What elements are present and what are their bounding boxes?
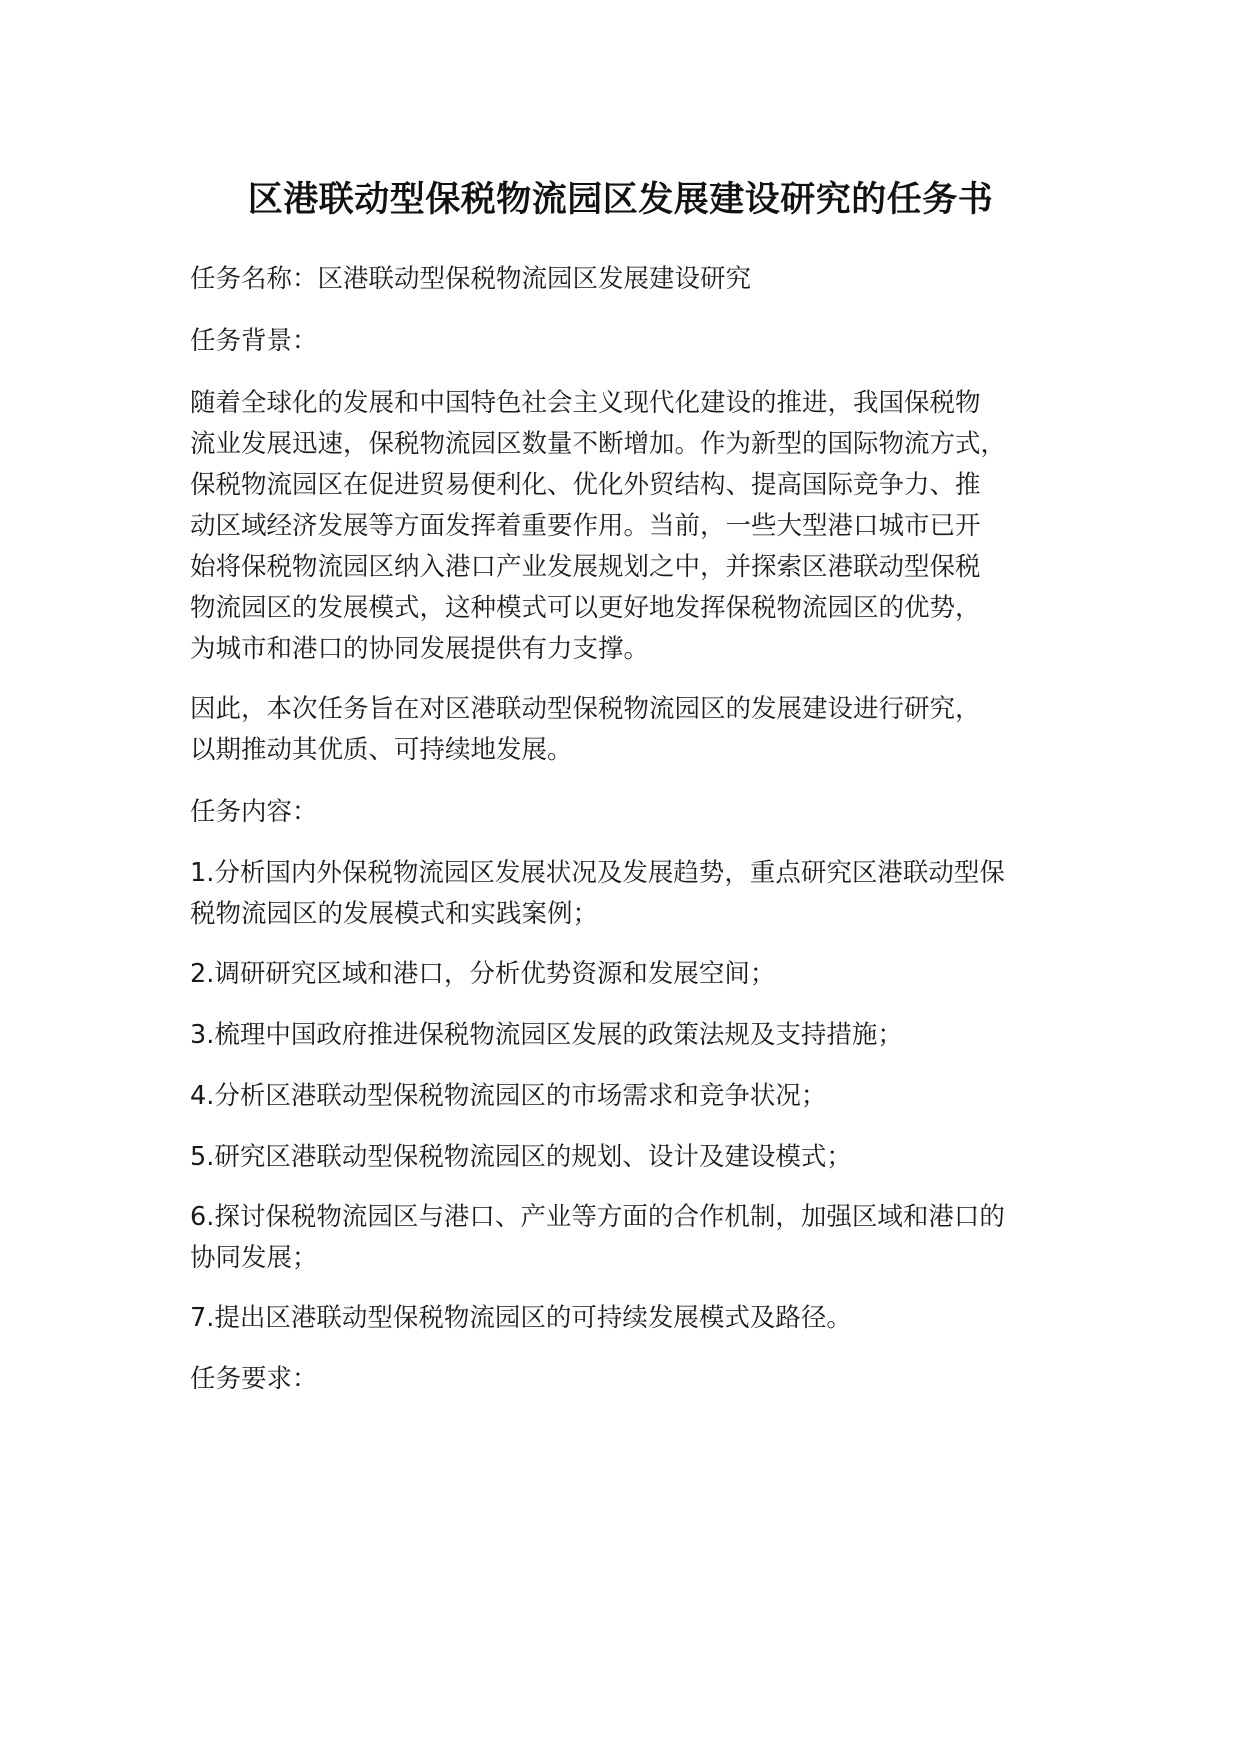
list-item-5: 5.研究区港联动型保税物流园区的规划、设计及建设模式；: [190, 1142, 852, 1172]
list-item-3: 3.梳理中国政府推进保税物流园区发展的政策法规及支持措施；: [190, 1020, 903, 1050]
background-paragraph-1-line-7: 为城市和港口的协同发展提供有力支撑。: [190, 634, 650, 664]
background-paragraph-1-line-1: 随着全球化的发展和中国特色社会主义现代化建设的推进，我国保税物: [190, 388, 981, 418]
background-paragraph-2-line-2: 以期推动其优质、可持续地发展。: [190, 735, 573, 765]
list-item-6-line-2: 协同发展；: [190, 1243, 318, 1273]
content-heading: 任务内容：: [190, 797, 318, 827]
background-paragraph-1-line-6: 物流园区的发展模式，这种模式可以更好地发挥保税物流园区的优势，: [190, 593, 981, 623]
list-item-2: 2.调研研究区域和港口，分析优势资源和发展空间；: [190, 959, 776, 989]
document-title: 区港联动型保税物流园区发展建设研究的任务书: [247, 180, 994, 220]
list-item-6-line-1: 6.探讨保税物流园区与港口、产业等方面的合作机制，加强区域和港口的: [190, 1202, 1005, 1232]
list-item-7: 7.提出区港联动型保税物流园区的可持续发展模式及路径。: [190, 1303, 852, 1333]
requirements-heading: 任务要求：: [190, 1364, 318, 1394]
background-paragraph-2-line-1: 因此，本次任务旨在对区港联动型保税物流园区的发展建设进行研究，: [190, 694, 981, 724]
list-item-1-line-2: 税物流园区的发展模式和实践案例；: [190, 899, 599, 929]
task-name: 任务名称：区港联动型保税物流园区发展建设研究: [190, 264, 752, 294]
background-paragraph-1-line-3: 保税物流园区在促进贸易便利化、优化外贸结构、提高国际竞争力、推: [190, 470, 981, 500]
background-paragraph-1-line-4: 动区域经济发展等方面发挥着重要作用。当前，一些大型港口城市已开: [190, 511, 981, 541]
list-item-4: 4.分析区港联动型保税物流园区的市场需求和竞争状况；: [190, 1081, 827, 1111]
background-paragraph-1-line-5: 始将保税物流园区纳入港口产业发展规划之中，并探索区港联动型保税: [190, 552, 981, 582]
background-heading: 任务背景：: [190, 326, 318, 356]
background-paragraph-1-line-2: 流业发展迅速，保税物流园区数量不断增加。作为新型的国际物流方式，: [190, 429, 1007, 459]
list-item-1-line-1: 1.分析国内外保税物流园区发展状况及发展趋势，重点研究区港联动型保: [190, 858, 1005, 888]
